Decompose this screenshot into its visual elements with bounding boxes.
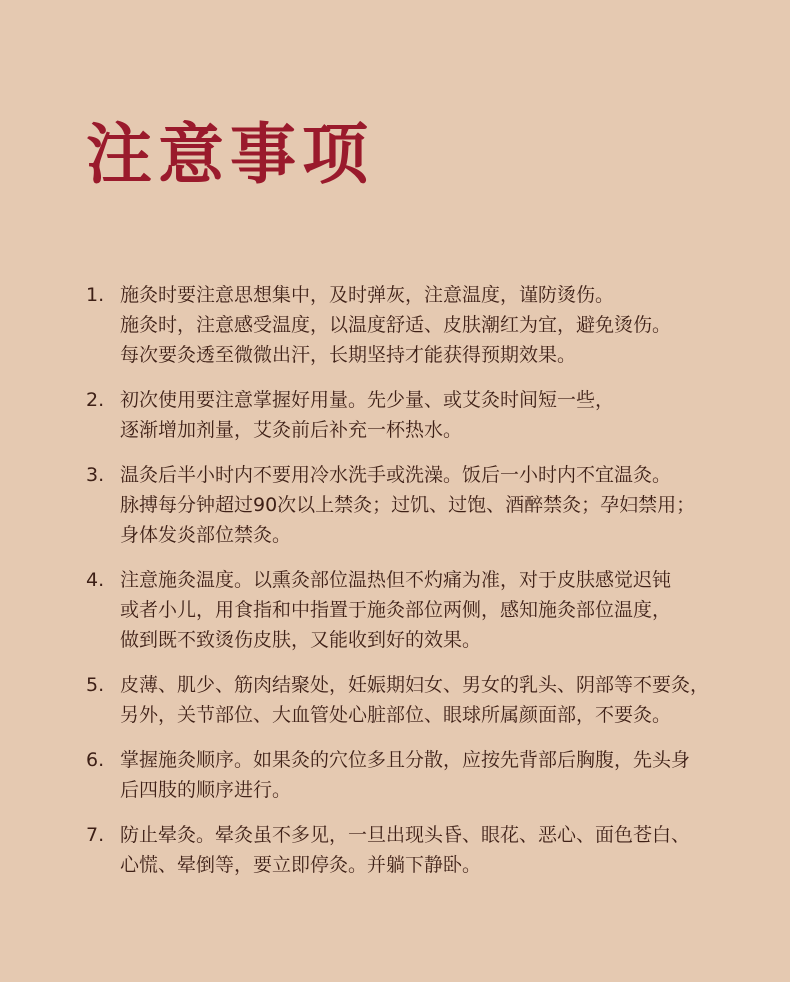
item-number: 7.	[86, 824, 105, 846]
item-line: 逐渐增加剂量，艾灸前后补充一杯热水。	[120, 419, 463, 441]
list-item	[86, 460, 766, 550]
precautions-list	[86, 280, 766, 895]
item-number: 3.	[86, 464, 105, 486]
item-text	[120, 820, 766, 880]
item-text	[120, 745, 766, 805]
item-line: 身体发炎部位禁灸。	[120, 524, 292, 546]
item-line: 心慌、晕倒等，要立即停灸。并躺下静卧。	[120, 854, 482, 876]
list-item	[86, 280, 766, 370]
item-line: 或者小儿，用食指和中指置于施灸部位两侧，感知施灸部位温度，	[120, 599, 672, 621]
item-line: 防止晕灸。晕灸虽不多见，一旦出现头昏、眼花、恶心、面色苍白、	[120, 824, 691, 846]
item-line: 皮薄、肌少、筋肉结聚处，妊娠期妇女、男女的乳头、阴部等不要灸，	[120, 674, 710, 696]
item-number: 2.	[86, 389, 105, 411]
item-line: 施灸时要注意思想集中，及时弹灰，注意温度，谨防烫伤。	[120, 284, 615, 306]
item-line: 注意施灸温度。以熏灸部位温热但不灼痛为准，对于皮肤感觉迟钝	[120, 569, 672, 591]
item-line: 做到既不致烫伤皮肤，又能收到好的效果。	[120, 629, 482, 651]
list-item	[86, 565, 766, 655]
list-item	[86, 820, 766, 880]
item-text	[120, 280, 766, 370]
page-title: 注意事项	[86, 115, 374, 193]
list-item	[86, 670, 766, 730]
item-line: 掌握施灸顺序。如果灸的穴位多且分散，应按先背部后胸腹，先头身	[120, 749, 691, 771]
item-line: 温灸后半小时内不要用冷水洗手或洗澡。饭后一小时内不宜温灸。	[120, 464, 672, 486]
item-number: 5.	[86, 674, 105, 696]
item-number: 4.	[86, 569, 105, 591]
item-line: 施灸时，注意感受温度，以温度舒适、皮肤潮红为宜，避免烫伤。	[120, 314, 672, 336]
item-line: 初次使用要注意掌握好用量。先少量、或艾灸时间短一些，	[120, 389, 615, 411]
item-text	[120, 385, 766, 445]
list-item	[86, 745, 766, 805]
item-text	[120, 670, 766, 730]
item-text	[120, 460, 766, 550]
item-number: 1.	[86, 284, 105, 306]
item-text	[120, 565, 766, 655]
item-line: 后四肢的顺序进行。	[120, 779, 292, 801]
item-line: 脉搏每分钟超过90次以上禁灸；过饥、过饱、酒醉禁灸；孕妇禁用；	[120, 494, 696, 516]
item-number: 6.	[86, 749, 105, 771]
item-line: 另外，关节部位、大血管处心脏部位、眼球所属颜面部，不要灸。	[120, 704, 672, 726]
list-item	[86, 385, 766, 445]
item-line: 每次要灸透至微微出汗，长期坚持才能获得预期效果。	[120, 344, 577, 366]
